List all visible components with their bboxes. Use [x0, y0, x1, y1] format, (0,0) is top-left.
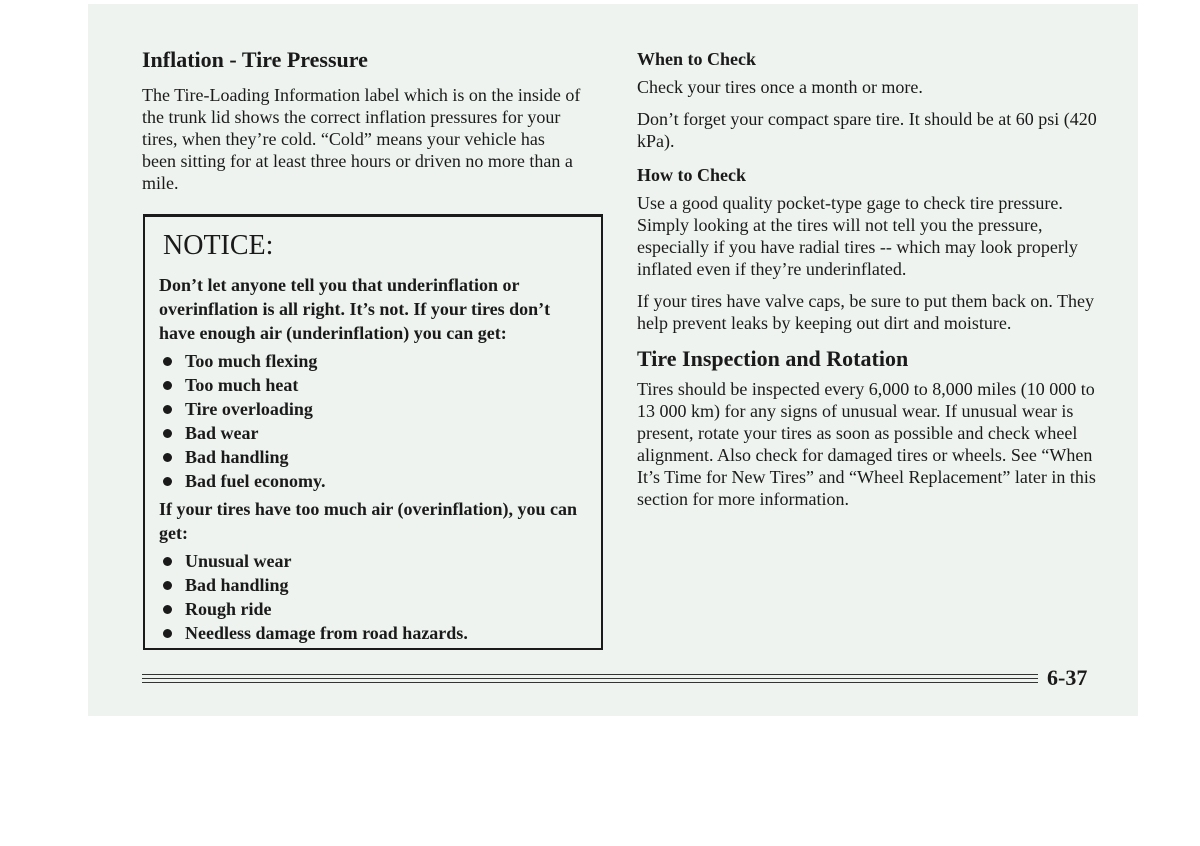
- overinflation-list: [159, 549, 587, 645]
- section-heading-inflation: Inflation - Tire Pressure: [142, 47, 368, 72]
- footer-rule: [142, 674, 1038, 675]
- list-item: Rough ride: [159, 597, 587, 621]
- bullet-icon: [163, 429, 172, 438]
- subheading-when-to-check: When to Check: [637, 49, 757, 69]
- footer-rule: [142, 678, 1038, 679]
- list-item: Bad wear: [159, 421, 587, 445]
- bullet-icon: [163, 629, 172, 638]
- how-paragraph-2: If your tires have valve caps, be sure to put them back on. They help prevent leaks by keeping out dirt and moisture.: [637, 291, 1095, 333]
- list-item: Bad handling: [159, 445, 587, 469]
- left-column: [142, 46, 582, 204]
- right-column: [637, 46, 1097, 520]
- bullet-icon: [163, 477, 172, 486]
- list-item: Too much flexing: [159, 349, 587, 373]
- how-paragraph-1: Use a good quality pocket-type gage to check tire pressure. Simply looking at the tires will not tell you the pressure, especially if you have radial tires -- which may look properly inflated even if they’re underinflated.: [637, 193, 1078, 279]
- notice-box: [143, 214, 603, 650]
- notice-title: NOTICE:: [163, 230, 274, 261]
- list-item: Too much heat: [159, 373, 587, 397]
- page-number: 6-37: [1047, 665, 1088, 690]
- when-paragraph-2: Don’t forget your compact spare tire. It should be at 60 psi (420 kPa).: [637, 109, 1097, 151]
- notice-paragraph-overinflation: If your tires have too much air (overinflation), you can get:: [159, 499, 577, 543]
- underinflation-list: [159, 349, 587, 493]
- bullet-icon: [163, 557, 172, 566]
- list-item: Unusual wear: [159, 549, 587, 573]
- footer-rule: [142, 682, 1038, 683]
- section-heading-rotation: Tire Inspection and Rotation: [637, 346, 909, 371]
- notice-paragraph-underinflation: Don’t let anyone tell you that underinflation or overinflation is all right. It’s not. If your tires don’t have enough air (underinflation) you can get:: [159, 275, 551, 343]
- subheading-how-to-check: How to Check: [637, 165, 746, 185]
- rotation-paragraph: Tires should be inspected every 6,000 to 8,000 miles (10 000 to 13 000 km) for any signs of unusual wear. If unusual wear is present, rotate your tires as soon as possible and check wheel alignment. Also check for damaged tires or wheels. See “When It’s Time for New Tires” and “Wheel Replacement” later in this section for more information.: [637, 379, 1096, 509]
- bullet-icon: [163, 453, 172, 462]
- list-item: Tire overloading: [159, 397, 587, 421]
- when-paragraph-1: Check your tires once a month or more.: [637, 77, 923, 97]
- bullet-icon: [163, 605, 172, 614]
- bullet-icon: [163, 381, 172, 390]
- list-item: Bad fuel economy.: [159, 469, 587, 493]
- list-item: Bad handling: [159, 573, 587, 597]
- bullet-icon: [163, 357, 172, 366]
- intro-paragraph: The Tire-Loading Information label which is on the inside of the trunk lid shows the correct inflation pressures for your tires, when they’re cold. “Cold” means your vehicle has been sitting for at least three hours or driven no more than a mile.: [142, 85, 581, 193]
- bullet-icon: [163, 581, 172, 590]
- bullet-icon: [163, 405, 172, 414]
- list-item: Needless damage from road hazards.: [159, 621, 587, 645]
